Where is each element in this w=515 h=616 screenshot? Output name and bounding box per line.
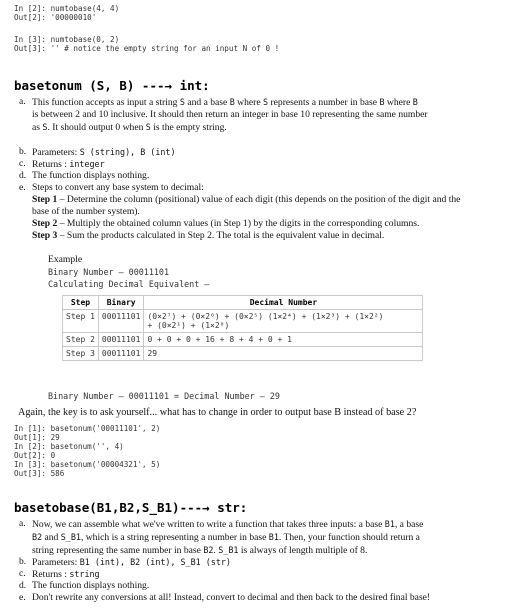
text: represents a number in base: [270, 97, 378, 108]
code-line: Out[2]: '00000010': [14, 13, 97, 22]
list-item-a: a. This function accepts as input a string S and a base B where S represents a number in base B where B is between 2 and 10 inclusive. It should then return an integer in base 10 representing the same number as S. It should output 0 when S is the empty string.: [19, 96, 428, 133]
text: – Sum the products calculated in Step 2. The total is the equivalent value in decimal.: [57, 230, 385, 241]
code-inline: B: [379, 97, 385, 107]
code-inline: string: [69, 569, 100, 579]
text: and a base: [187, 97, 228, 108]
table-cell: 29: [144, 347, 423, 361]
code-line: Out[2]: 0: [14, 451, 56, 460]
code-line: In [3]: numtobase(0, 2): [14, 35, 120, 44]
text: , which is a string representing a number in base: [80, 532, 267, 543]
code-inline: B1 (int), B2 (int), S_B1 (str): [79, 557, 231, 567]
code-block-top: [14, 4, 119, 22]
text: and: [44, 532, 59, 543]
text: This function accepts as input a string: [32, 97, 178, 108]
table-cell: [144, 310, 423, 333]
text: where: [386, 97, 411, 108]
table-header: Decimal Number: [144, 296, 423, 310]
list-item-b: b. Parameters: B1 (int), B2 (int), S_B1 (str): [19, 556, 231, 568]
text: . Then, your function should return a: [278, 532, 420, 543]
table-cell: Step 1: [63, 310, 99, 333]
code-inline: S: [179, 97, 185, 107]
code-inline: integer: [69, 159, 105, 169]
code-inline: S (string), B (int): [79, 147, 176, 157]
list-item-a: a. Now, we can assemble what we've written to write a function that takes three inputs: a base B1, a base B2 and S_B1, which is a string representing a number in base B1. Then, your function should return a string representing the same number in base B2. S_B1 is always of length multiple of 8.: [19, 518, 424, 556]
text: . It should output 0 when: [47, 122, 144, 133]
text: + (0×2¹) + (1×2⁰): [147, 321, 230, 330]
code-block-top-2: [14, 35, 279, 53]
table-header-row: [63, 296, 423, 310]
code-line: In [1]: basetonum('00011101', 2): [14, 424, 161, 433]
table-header: Binary: [98, 296, 144, 310]
table-cell: 00011101: [98, 310, 144, 333]
list-item-e: e. Steps to convert any base system to decimal: Step 1 – Determine the column (positional) value of each digit (this depends on the position of the digit and the base of the number system). Step 2 – Multiply the obtained column values (in Step 1) by the digits in the corresponding columns. Step 3 – Sum the products calculated in Step 2. The total is the equivalent value in decimal.: [19, 182, 461, 241]
table-cell: Step 2: [63, 333, 99, 347]
table-cell: Step 3: [63, 347, 99, 361]
text: where: [237, 97, 261, 108]
code-line: Out[1]: 29: [14, 433, 60, 442]
list-item-d: d. The function displays nothing.: [19, 170, 150, 181]
section-heading-basetobase: basetobase(B1,B2,S_B1)---→ str:: [14, 500, 248, 515]
list-item-c: c. Returns : integer: [19, 158, 105, 170]
code-inline: B2: [32, 532, 43, 542]
text: Parameters:: [32, 557, 78, 568]
text: is between 2 and 10 inclusive. It should then return an integer in base 10 representing the same number: [32, 109, 428, 120]
text: Don't rewrite any conversions at all! Instead, convert to decimal and then back to the desired final base!: [32, 592, 431, 603]
again-text: Again, the key is to ask yourself... what has to change in order to output base B instead of base 2?: [18, 407, 417, 418]
code-inline: S: [42, 122, 48, 132]
conversion-table: [62, 295, 423, 361]
code-line: Out[3]: 586: [14, 469, 65, 478]
text: The function displays nothing.: [32, 170, 150, 181]
text: Steps to convert any base system to decimal:: [32, 182, 204, 193]
text: .: [213, 545, 216, 556]
text: (0×2⁷) + (0×2⁶) + (0×2⁵) (1×2⁴) + (1×2³) + (1×2²): [147, 312, 384, 321]
text: base of the number system).: [32, 206, 140, 217]
text: is always of length multiple of 8.: [240, 545, 368, 556]
text: Returns :: [32, 569, 67, 580]
list-item-e: e. Don't rewrite any conversions at all! Instead, convert to decimal and then back to the desired final base!: [19, 592, 431, 603]
code-inline: B1: [384, 519, 395, 529]
table-row: [63, 310, 423, 333]
code-block-basetonum: [14, 424, 160, 478]
table-row: [63, 347, 423, 361]
text: The function displays nothing.: [32, 580, 150, 591]
text: Now, we can assemble what we've written to write a function that takes three inputs: a base: [32, 519, 383, 530]
example-label: Example: [48, 254, 83, 265]
code-inline: B: [229, 97, 235, 107]
code-inline: S: [263, 97, 269, 107]
text: – Multiply the obtained column values (in Step 1) by the digits in the corresponding columns.: [57, 218, 420, 229]
list-item-b: b. Parameters: S (string), B (int): [19, 146, 176, 158]
text: is the empty string.: [153, 122, 227, 133]
table-cell: 00011101: [98, 347, 144, 361]
table-cell: 00011101: [98, 333, 144, 347]
list-item-d: d. The function displays nothing.: [19, 580, 150, 591]
list-item-c: c. Returns : string: [19, 568, 100, 580]
text: , a base: [394, 519, 424, 530]
text: – Determine the column (positional) value of each digit (this depends on the position of the digit and the: [57, 194, 461, 205]
step-label: Step 3: [32, 230, 58, 241]
code-line: In [2]: numtobase(4, 4): [14, 4, 120, 13]
table-header: Step: [63, 296, 99, 310]
code-line: Out[3]: '' # notice the empty string for an input N of 0 !: [14, 44, 280, 53]
text: string representing the same number in base: [32, 545, 201, 556]
calc-label: Calculating Decimal Equivalent –: [48, 279, 210, 289]
section-heading-basetonum: basetonum (S, B) ---→ int:: [14, 78, 210, 93]
table-cell: 0 + 0 + 0 + 16 + 8 + 4 + 0 + 1: [144, 333, 423, 347]
table-row: [63, 333, 423, 347]
step-label: Step 2: [32, 218, 58, 229]
code-inline: S: [145, 122, 151, 132]
code-inline: S_B1: [60, 532, 81, 542]
code-inline: B: [412, 97, 418, 107]
code-inline: B2: [203, 545, 214, 555]
text: Parameters:: [32, 147, 78, 158]
code-inline: B1: [268, 532, 279, 542]
text: Returns :: [32, 159, 67, 170]
result-line: Binary Number – 00011101 = Decimal Number – 29: [48, 391, 280, 401]
binary-number-line: Binary Number – 00011101: [48, 267, 170, 277]
code-inline: S_B1: [218, 545, 239, 555]
code-line: In [2]: basetonum('', 4): [14, 442, 124, 451]
text: as: [32, 122, 40, 133]
code-line: In [3]: basetonum('00004321', 5): [14, 460, 161, 469]
step-label: Step 1: [32, 194, 58, 205]
